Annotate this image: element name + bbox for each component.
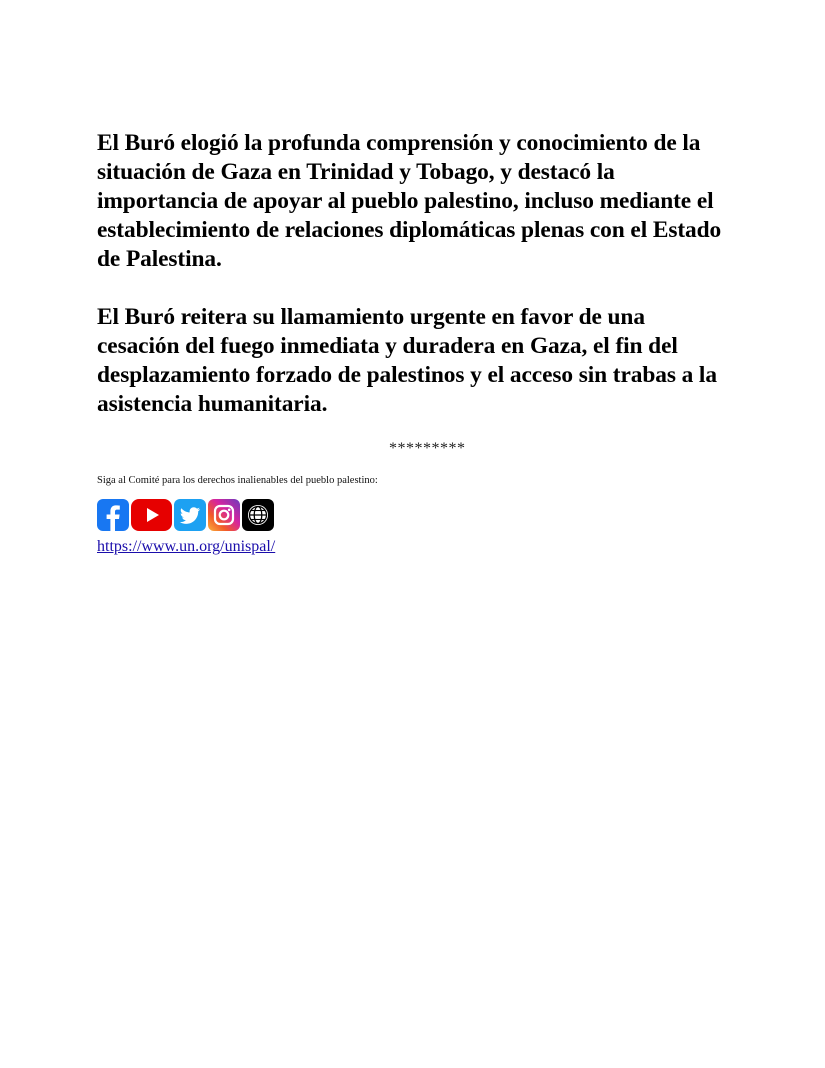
section-separator: ********* bbox=[389, 440, 466, 457]
instagram-icon[interactable] bbox=[208, 499, 240, 531]
unispal-link[interactable]: https://www.un.org/unispal/ bbox=[97, 538, 276, 555]
youtube-icon[interactable] bbox=[131, 499, 172, 531]
globe-icon[interactable] bbox=[242, 499, 274, 531]
paragraph-2: El Buró reitera su llamamiento urgente en favor de una cesación del fuego inmediata y duradera en Gaza, el fin del desplazamiento forzado de palestinos y el acceso sin trabas a la asistencia humanitaria. bbox=[97, 304, 717, 417]
paragraph-1: El Buró elogió la profunda comprensión y conocimiento de la situación de Gaza en Trinidad y Tobago, y destacó la importancia de apoyar al pueblo palestino, incluso mediante el establecimiento de relaciones diplomáticas plenas con el Estado de Palestina. bbox=[97, 130, 722, 272]
follow-caption: Siga al Comité para los derechos inalienables del pueblo palestino: bbox=[97, 475, 378, 486]
body-text bbox=[97, 129, 722, 419]
facebook-icon[interactable] bbox=[97, 499, 129, 531]
twitter-icon[interactable] bbox=[174, 499, 206, 531]
social-links bbox=[97, 499, 274, 531]
